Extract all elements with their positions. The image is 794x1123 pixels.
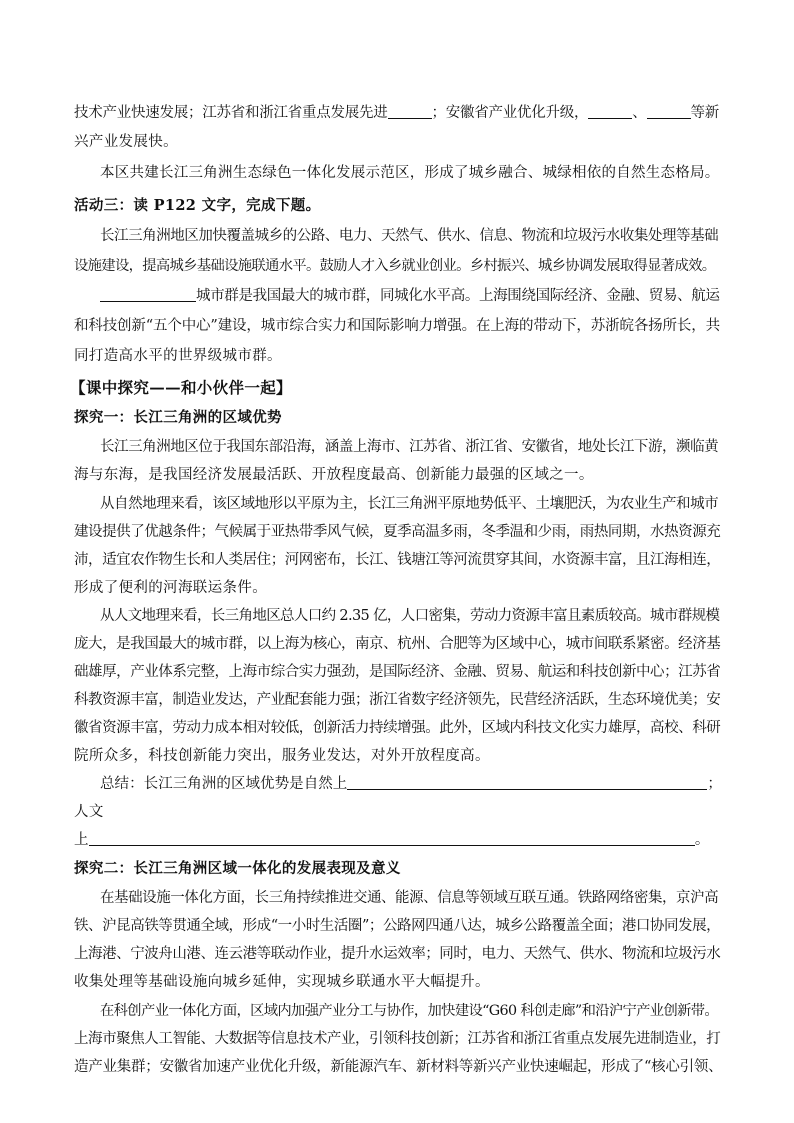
explore1-label: 探究一：长江三角洲的区域优势 (74, 409, 282, 426)
blank-field[interactable] (647, 104, 691, 119)
explore2-p1-line-4: 收集处理等基础设施向城乡延伸，实现城乡联通水平大幅提升。 (74, 974, 490, 990)
explore1-p3-line-5: 徽省资源丰富，劳动力成本相对较低，创新活力持续增强。此外，区域内科技文化实力雄厚，高校、科研 (74, 720, 721, 736)
blank-field[interactable] (100, 287, 196, 302)
explore1-p3-line-6: 院所众多，科技创新能力突出，服务业发达，对外开放程度高。 (74, 748, 490, 764)
explore1-p3-line-3: 础雄厚，产业体系完整，上海市综合实力强劲，是国际经济、金融、贸易、航运和科技创新中心；江苏省 (74, 664, 721, 680)
blank-field[interactable] (588, 104, 632, 119)
section-title: 【课中探究——和小伙伴一起】 (70, 378, 292, 397)
explore1-p2-line-4: 形成了便利的河海联运条件。 (74, 580, 268, 596)
intro-line-2: 兴产业发展快。 (74, 134, 178, 150)
blank-field[interactable] (347, 775, 707, 790)
activity3-p2-line-2: 和科技创新“五个中心”建设，城市综合实力和国际影响力增强。在上海的带动下，苏浙皖各扬所长，共 (74, 318, 720, 334)
blank-field[interactable] (89, 831, 695, 846)
explore1-p3-line-4: 科教资源丰富，制造业发达，产业配套能力强；浙江省数字经济领先，民营经济活跃，生态环境优美；安 (74, 692, 721, 708)
explore2-p2-line-1: 在科创产业一体化方面，区域内加强产业分工与协作，加快建设“G60 科创走廊”和沿沪宁产业创新带。 (100, 1003, 719, 1019)
activity3-text: 城市群是我国最大的城市群，同城化水平高。上海围绕国际经济、金融、贸易、航运 (196, 288, 720, 304)
explore1-p1-line-2: 海与东海，是我国经济发展最活跃、开放程度最高、创新能力最强的区域之一。 (74, 467, 594, 483)
activity3-p2-line-1 (100, 286, 720, 306)
explore1-p1-line-1: 长江三角洲地区位于我国东部沿海，涵盖上海市、江苏省、浙江省、安徽省，地处长江下游，濒临黄 (100, 439, 719, 455)
blank-field[interactable] (388, 104, 432, 119)
intro-text: 等新 (690, 105, 719, 121)
explore1-p2-line-1: 从自然地理来看，该区域地形以平原为主，长江三角洲平原地势低平、土壤肥沃，为农业生产和城市 (100, 496, 719, 512)
explore1-p3-line-2: 庞大，是我国最大的城市群，以上海为核心，南京、杭州、合肥等为区域中心，城市间联系紧密。经济基 (74, 636, 721, 652)
explore2-p2-line-3: 造产业集群；安徽省加速产业优化升级，新能源汽车、新材料等新兴产业快速崛起，形成了“核心引领、 (74, 1059, 723, 1075)
explore1-p3-line-1: 从人文地理来看，长三角地区总人口约 2.35 亿，人口密集，劳动力资源丰富且素质较高。城市群规模 (100, 608, 720, 624)
summary-text: 。 (694, 832, 710, 848)
activity3-p1-line-2: 设施建设，提高城乡基础设施联通水平。鼓励人才入乡就业创业。乡村振兴、城乡协调发展取得显著成效。 (74, 258, 716, 274)
explore2-p1-line-1: 在基础设施一体化方面，长三角持续推进交通、能源、信息等领域互联互通。铁路网络密集，京沪高 (100, 890, 719, 906)
activity3-label: 活动三：读 P122 文字，完成下题。 (74, 197, 321, 214)
summary-text: 总结：长江三角洲的区域优势是自然上 (100, 776, 348, 792)
explore2-label: 探究二：长江三角洲区域一体化的发展表现及意义 (74, 860, 401, 877)
activity3-p2-line-3: 同打造高水平的世界级城市群。 (74, 348, 282, 364)
summary-line-1 (100, 774, 722, 794)
activity3-p1-line-1: 长江三角洲地区加快覆盖城乡的公路、电力、天然气、供水、信息、物流和垃圾污水收集处理等基础 (100, 228, 719, 244)
explore2-p1-line-3: 上海港、宁波舟山港、连云港等联动作业，提升水运效率；同时，电力、天然气、供水、物流和垃圾污水 (74, 946, 721, 962)
intro-text: 技术产业快速发展；江苏省和浙江省重点发展先进 (74, 105, 388, 121)
summary-line-3 (74, 830, 710, 850)
summary-text: ； (707, 776, 722, 792)
summary-line-2: 人文 (74, 804, 104, 820)
intro-text: 、 (632, 105, 647, 121)
intro-line-1 (74, 103, 719, 123)
explore2-p2-line-2: 上海市聚焦人工智能、大数据等信息技术产业，引领科技创新；江苏省和浙江省重点发展先进制造业，打 (74, 1031, 721, 1047)
explore1-p2-line-3: 沛，适宜农作物生长和人类居住；河网密布，长江、钱塘江等河流贯穿其间，水资源丰富，且江海相连， (74, 552, 721, 568)
summary-text: 上 (74, 832, 89, 848)
intro-line-3: 本区共建长江三角洲生态绿色一体化发展示范区，形成了城乡融合、城绿相依的自然生态格局。 (100, 165, 720, 181)
explore1-p2-line-2: 建设提供了优越条件；气候属于亚热带季风气候，夏季高温多雨，冬季温和少雨，雨热同期，水热资源充 (74, 524, 721, 540)
intro-text: ；安徽省产业优化升级， (431, 105, 589, 121)
explore2-p1-line-2: 铁、沪昆高铁等贯通全域，形成“一小时生活圈”；公路网四通八达，城乡公路覆盖全面；港口协同发展， (74, 918, 721, 934)
